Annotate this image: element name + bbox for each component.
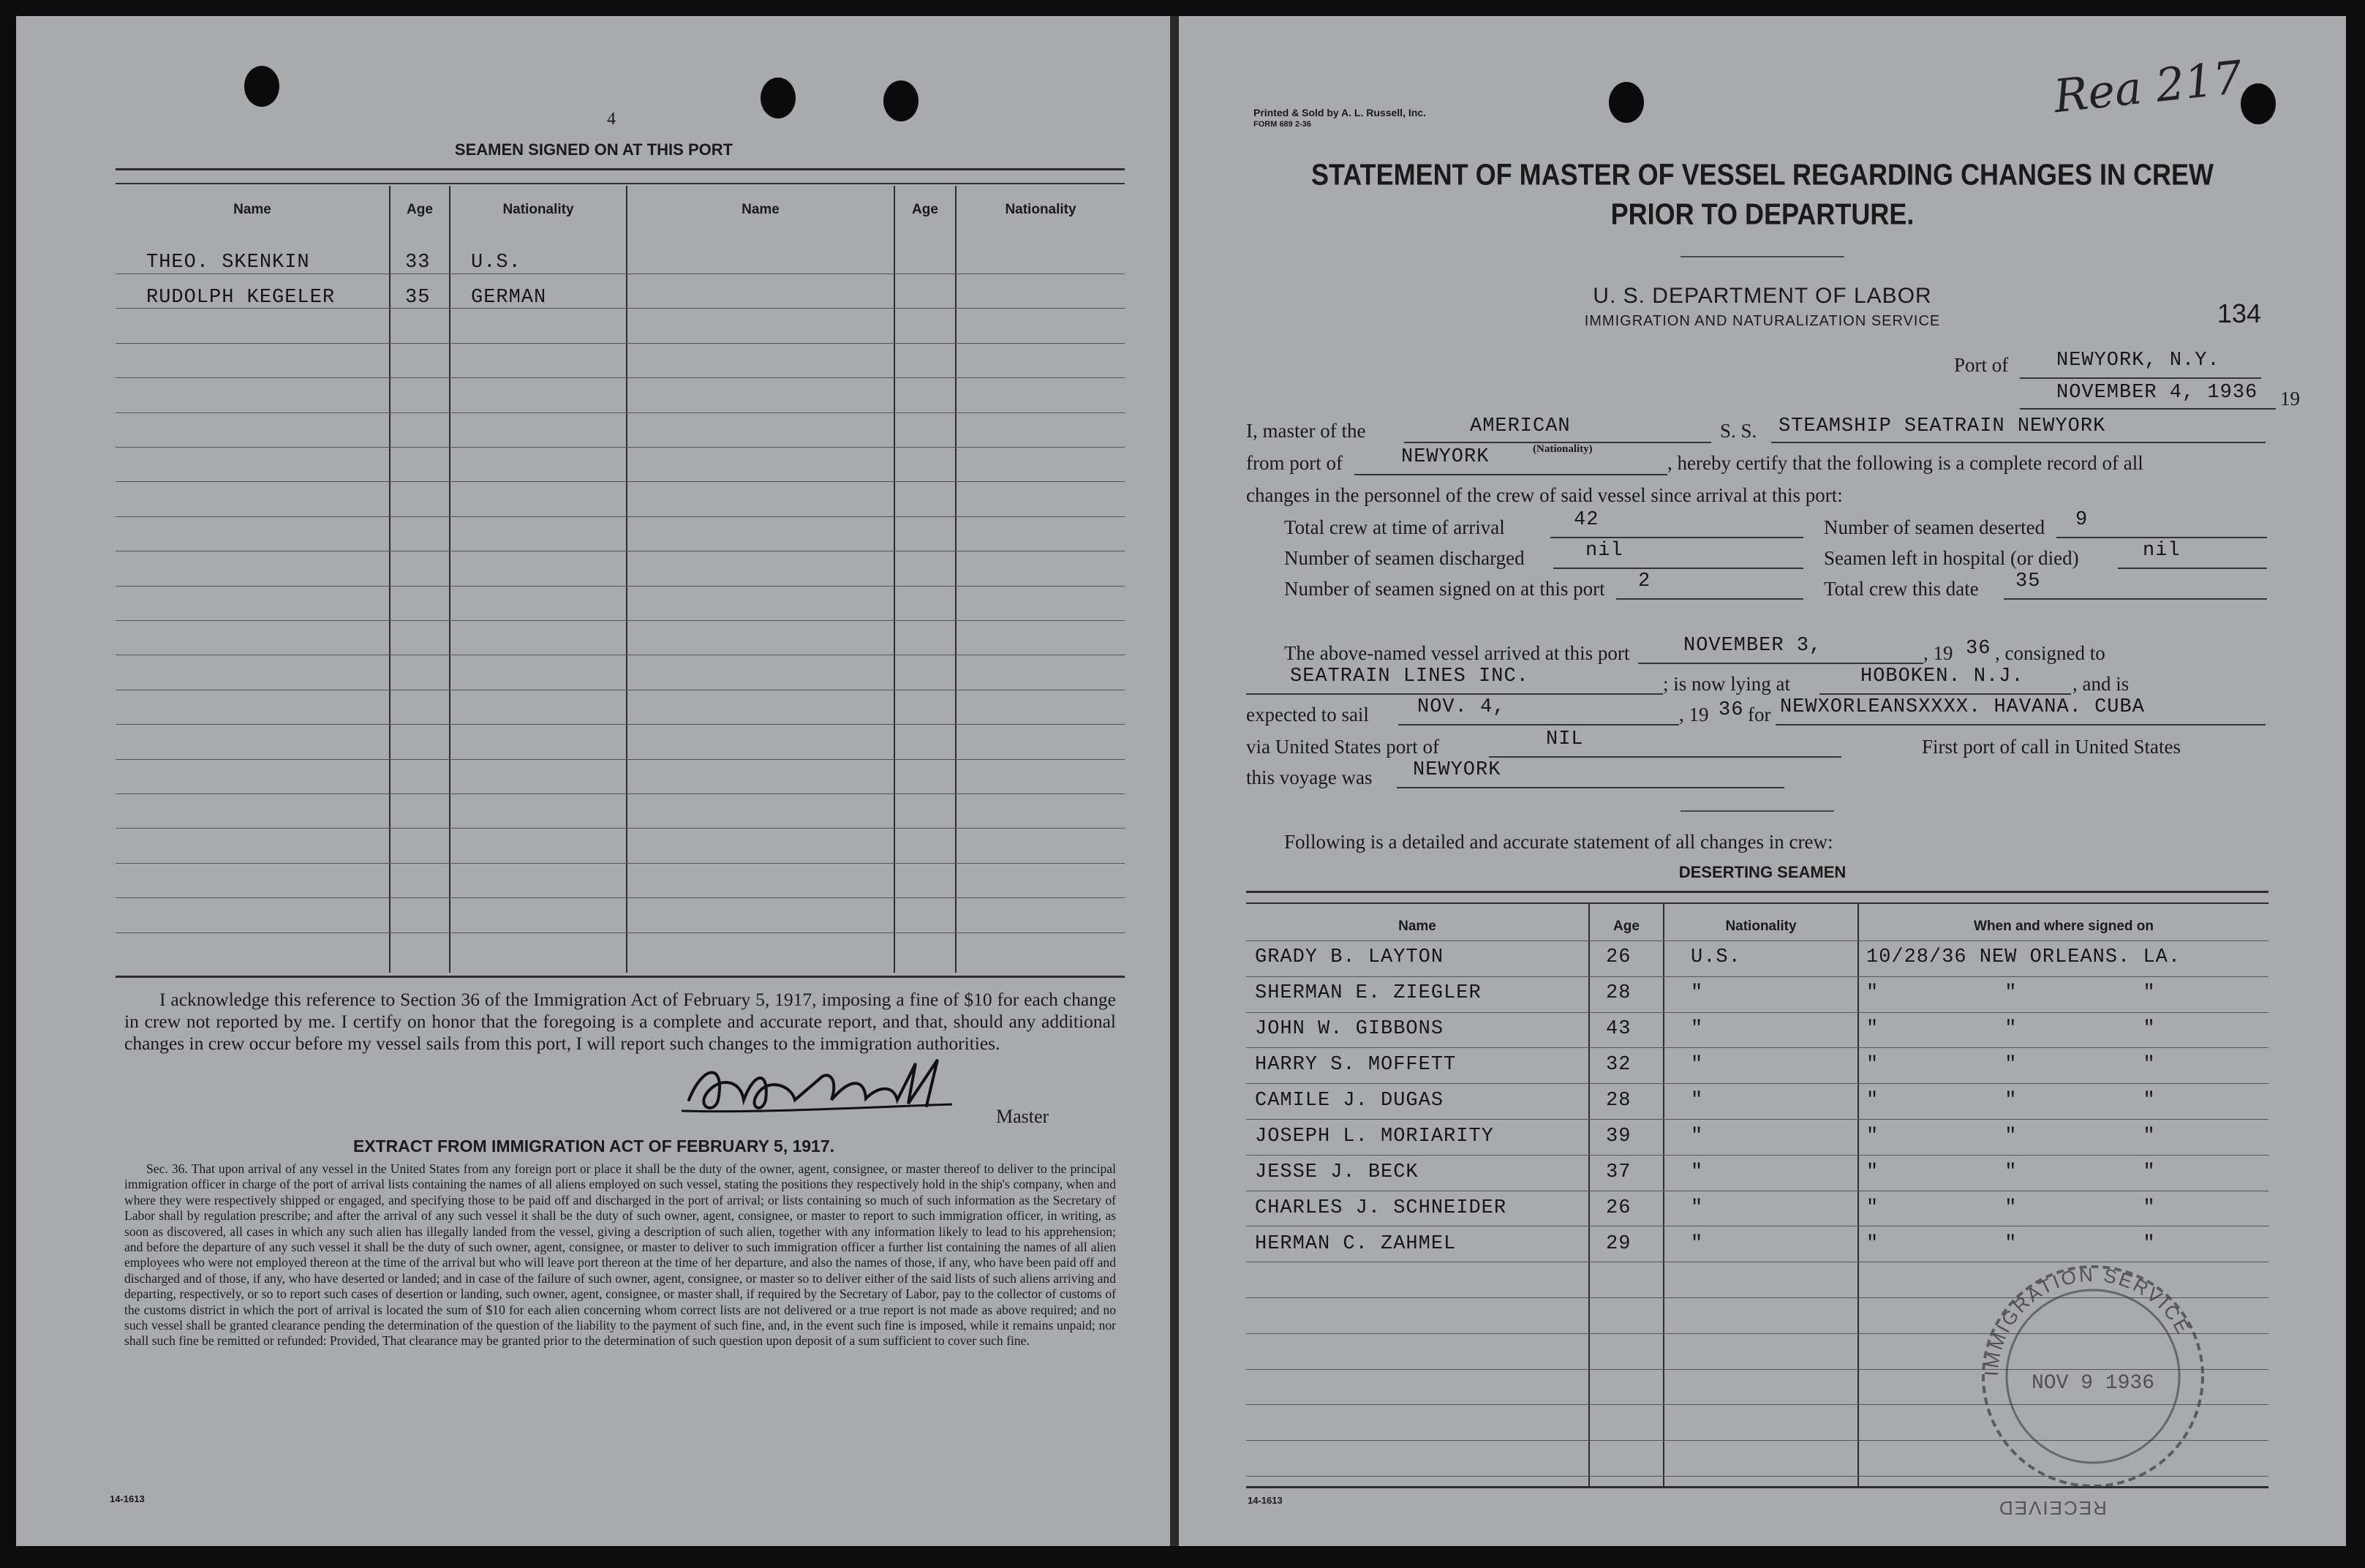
table-row-line: [116, 516, 1125, 517]
sail-year-prefix: , 19: [1679, 704, 1709, 725]
seaman-name: RUDOLPH KEGELER: [146, 287, 336, 309]
deserted-count: 9: [2075, 509, 2089, 531]
column-header: Age: [912, 202, 938, 217]
deserted-label: Number of seamen deserted: [1824, 516, 2045, 538]
punch-hole: [761, 78, 796, 118]
discharged-label: Number of seamen discharged: [1284, 547, 1525, 569]
hospital-count: nil: [2143, 540, 2181, 562]
acknowledgement-text: I acknowledge this reference to Section 36 of the Immigration Act of February 5, 1917, imposing a fine of $10 for each change in crew not reported by me. I certify on honor that the foregoing is a complete and accurate report, and that, should any additional changes in crew occur before my vessel sails from this port, I will report such changes to the immigration authorities.: [124, 989, 1116, 1054]
deserter-signed-on: " " ": [1866, 1126, 2156, 1147]
deserter-name: GRADY B. LAYTON: [1255, 946, 1444, 968]
ss-label: S. S.: [1720, 420, 1757, 442]
arrived-year: 36: [1966, 638, 1991, 660]
total-crew-arrival-label: Total crew at time of arrival: [1284, 516, 1505, 538]
table-row-line: [1246, 1155, 2268, 1156]
deserter-nationality: ": [1691, 1126, 1704, 1147]
deserter-signed-on: " " ": [1866, 1197, 2156, 1219]
table-top-rule: [116, 168, 1125, 170]
nationality-caption: (Nationality): [1533, 443, 1593, 455]
master-of-label: I, master of the: [1246, 420, 1366, 442]
deserter-signed-on: " " ": [1866, 1090, 2156, 1112]
table-row-line: [116, 863, 1125, 864]
nationality-value: AMERICAN: [1470, 415, 1571, 437]
table-row-line: [116, 620, 1125, 621]
table-row-line: [1246, 1119, 2268, 1120]
section-divider: [116, 976, 1125, 978]
document-number: 134: [2217, 298, 2262, 328]
column-header: Nationality: [502, 202, 574, 217]
voyage-port: NEWYORK: [1413, 759, 1501, 781]
fill-line: [2020, 377, 2261, 379]
handwritten-note: Rea 217: [2051, 50, 2245, 124]
table-row-line: [116, 897, 1125, 898]
column-divider: [1857, 904, 1859, 1486]
fill-line: [1771, 442, 2266, 443]
fill-line: [1776, 724, 2266, 725]
form-code: 14-1613: [1248, 1495, 1283, 1506]
from-port-label: from port of: [1246, 452, 1343, 474]
table-row-line: [116, 377, 1125, 378]
deserter-name: HERMAN C. ZAHMEL: [1255, 1233, 1457, 1255]
column-header: Nationality: [1725, 919, 1797, 934]
deserter-age: 39: [1606, 1126, 1632, 1147]
port-label: Port of: [1954, 354, 2009, 376]
via-text: via United States port of: [1246, 736, 1439, 758]
section-rule: [1681, 810, 1834, 812]
deserter-signed-on: " " ": [1866, 1161, 2156, 1183]
table-row-line: [1246, 1012, 2268, 1013]
table-row-line: [116, 828, 1125, 829]
signed-on-label: Number of seamen signed on at this port: [1284, 578, 1605, 600]
master-signature: [674, 1049, 1011, 1122]
lying-at: HOBOKEN. N.J.: [1860, 666, 2024, 687]
column-divider: [894, 186, 895, 973]
deserter-name: JESSE J. BECK: [1255, 1161, 1419, 1183]
sail-year: 36: [1719, 699, 1744, 721]
stamp-text: IMMIGRATION SERVICE: [1980, 1263, 2195, 1377]
arrived-year-prefix: , 19: [1923, 642, 1953, 664]
fill-line: [2004, 598, 2267, 600]
date-value: NOVEMBER 4, 1936: [2056, 382, 2258, 404]
seaman-age: 33: [405, 252, 431, 274]
seaman-nationality: U.S.: [471, 252, 521, 274]
total-crew-date: 35: [2015, 570, 2041, 592]
deserter-age: 32: [1606, 1054, 1632, 1076]
page-number: 4: [607, 110, 616, 129]
table-row-line: [116, 724, 1125, 725]
consigned-text: , consigned to: [1995, 642, 2105, 664]
lying-text: ; is now lying at: [1663, 673, 1790, 695]
deserter-nationality: U.S.: [1691, 946, 1741, 968]
table-rule: [116, 183, 1125, 184]
seaman-age: 35: [405, 287, 431, 309]
fill-line: [1246, 693, 1663, 695]
right-page: [1179, 16, 2346, 1546]
punch-hole: [1609, 82, 1644, 123]
deserter-nationality: ": [1691, 1090, 1704, 1112]
arrived-text: The above-named vessel arrived at this port: [1284, 642, 1630, 664]
department-name: U. S. DEPARTMENT OF LABOR: [1593, 284, 1932, 308]
for-label: for: [1748, 704, 1771, 725]
deserter-name: JOSEPH L. MORIARITY: [1255, 1126, 1494, 1147]
immigration-stamp: [1961, 1252, 2225, 1493]
page-title: SEAMEN SIGNED ON AT THIS PORT: [454, 140, 733, 159]
column-header: When and where signed on: [1974, 919, 2154, 934]
deserter-signed-on: " " ": [1866, 1018, 2156, 1040]
fill-line: [1616, 598, 1803, 600]
column-divider: [955, 186, 957, 973]
fill-line: [1397, 787, 1784, 788]
column-divider: [1663, 904, 1664, 1486]
fill-line: [1638, 663, 1923, 664]
voyage-text: this voyage was: [1246, 766, 1373, 788]
first-port-text: First port of call in United States: [1922, 736, 2181, 758]
column-header: Nationality: [1005, 202, 1076, 217]
received-stamp: RECEIVED: [1998, 1497, 2107, 1519]
column-header: Age: [407, 202, 433, 217]
and-is-text: , and is: [2072, 673, 2130, 695]
service-name: IMMIGRATION AND NATURALIZATION SERVICE: [1584, 313, 1941, 329]
discharged-count: nil: [1585, 540, 1623, 562]
port-value: NEWYORK, N.Y.: [2056, 350, 2220, 372]
table-rule: [1246, 902, 2268, 904]
column-divider: [1588, 904, 1590, 1486]
fill-line: [2118, 568, 2267, 569]
extract-title: EXTRACT FROM IMMIGRATION ACT OF FEBRUARY 5, 1917.: [352, 1137, 835, 1156]
fill-line: [2020, 408, 2276, 410]
deserter-name: CAMILE J. DUGAS: [1255, 1090, 1444, 1112]
form-number: FORM 689 2-36: [1253, 120, 1311, 129]
extract-text: Sec. 36. That upon arrival of any vessel in the United States from any foreign port or place it shall be the duty of the owner, agent, consignee, or master thereof to deliver to the principal immigration officer in charge of the port of arrival lists containing the names of all aliens employed on such vessel, stating the positions they respectively hold in the ship's company, when and where they were respectively shipped or engaged, and specifying those to be paid off and discharged in the port of arrival; or lists containing so much of such information as the Secretary of Labor shall by regulation prescribe; and after the arrival of any such vessel it shall be the duty of such owner, agent, consignee, or master to report to such immigration officer, in writing, as soon as discovered, all cases in which any such alien has illegally landed from the vessel, giving a description of such alien, together with any information likely to lead to his apprehension; and before the departure of any such vessel it shall be the duty of such owner, agent, consignee, or master to deliver to such immigration officer a further list containing the names of all alien employees who were not employed thereon at the time of the arrival but who will leave port thereon at the time of her departure, and also the names of those, if any, who have been paid off and discharged and of those, if any, who have deserted or landed; and in case of the failure of such owner, agent, consignee, or master so to deliver either of the said lists of such aliens arriving and departing, respectively, or so to report such cases of desertion or landing, such owner, agent, consignee, or master shall, if required by the Secretary of Labor, pay to the collector of customs of the customs district in which the port of arrival is located the sum of $10 for each alien concerning whom correct lists are not delivered or a true report is not made as above required; and no such vessel shall be granted clearance pending the determination of the question of the liability to the payment of such fine, and, in the event such fine is imposed, while it remains unpaid; nor shall such fine be remitted or refunded: Provided, That clearance may be granted prior to the determination of such question upon deposit of a sum sufficient to cover such fine.: [124, 1161, 1116, 1349]
deserter-signed-on: " " ": [1866, 982, 2156, 1004]
certify-text: , hereby certify that the following is a complete record of all: [1667, 452, 2143, 474]
deserter-age: 28: [1606, 1090, 1632, 1112]
deserter-age: 26: [1606, 1197, 1632, 1219]
table-row-line: [116, 932, 1125, 933]
signed-on-count: 2: [1638, 570, 1651, 592]
arrived-date: NOVEMBER 3,: [1683, 635, 1822, 657]
total-crew-date-label: Total crew this date: [1824, 578, 1979, 600]
column-header: Name: [233, 202, 271, 217]
punch-hole: [244, 66, 279, 107]
total-crew-arrival: 42: [1574, 509, 1599, 531]
svg-text:IMMIGRATION SERVICE: [1980, 1264, 2195, 1377]
punch-hole: [883, 80, 919, 121]
table-row-line: [1246, 1083, 2268, 1084]
following-text: Following is a detailed and accurate statement of all changes in crew:: [1284, 831, 1833, 853]
fill-line: [1819, 693, 2071, 695]
deserter-age: 28: [1606, 982, 1632, 1004]
fill-line: [1550, 537, 1803, 538]
left-page: [16, 16, 1172, 1546]
fill-line: [1489, 756, 1841, 758]
title-rule: [1681, 256, 1844, 257]
deserter-signed-on: 10/28/36 NEW ORLEANS. LA.: [1866, 946, 2181, 968]
form-code: 14-1613: [110, 1493, 145, 1504]
destination: NEWXORLEANSXXXX. HAVANA. CUBA: [1780, 696, 2145, 718]
deserter-name: SHERMAN E. ZIEGLER: [1255, 982, 1482, 1004]
changes-text: changes in the personnel of the crew of said vessel since arrival at this port:: [1246, 484, 1843, 506]
deserter-nationality: ": [1691, 982, 1704, 1004]
deserter-nationality: ": [1691, 1054, 1704, 1076]
seaman-name: THEO. SKENKIN: [146, 252, 310, 274]
ship-name: STEAMSHIP SEATRAIN NEWYORK: [1779, 415, 2106, 437]
printer-credit: Printed & Sold by A. L. Russell, Inc.: [1253, 107, 1426, 118]
table-row-line: [116, 447, 1125, 448]
deserter-name: HARRY S. MOFFETT: [1255, 1054, 1457, 1076]
deserter-age: 43: [1606, 1018, 1632, 1040]
deserter-nationality: ": [1691, 1161, 1704, 1183]
master-label: Master: [996, 1106, 1049, 1127]
fill-line: [1398, 724, 1679, 725]
table-row-line: [116, 343, 1125, 344]
deserter-age: 29: [1606, 1233, 1632, 1255]
hospital-label: Seamen left in hospital (or died): [1824, 547, 2079, 569]
table-top-rule: [1246, 891, 2268, 893]
deserter-signed-on: " " ": [1866, 1054, 2156, 1076]
table-row-line: [1246, 976, 2268, 977]
column-header: Name: [742, 202, 780, 217]
deserter-age: 26: [1606, 946, 1632, 968]
deserter-name: JOHN W. GIBBONS: [1255, 1018, 1444, 1040]
column-divider: [449, 186, 450, 973]
table-row-line: [116, 759, 1125, 760]
stamp-date: NOV 9 1936: [2031, 1372, 2155, 1395]
deserter-age: 37: [1606, 1161, 1632, 1183]
deserting-title: DESERTING SEAMEN: [1678, 863, 1847, 881]
deserter-name: CHARLES J. SCHNEIDER: [1255, 1197, 1507, 1219]
fill-line: [2056, 537, 2267, 538]
form-title-line2: PRIOR TO DEPARTURE.: [1610, 197, 1915, 231]
column-header: Age: [1613, 919, 1640, 934]
sail-date: NOV. 4,: [1417, 696, 1506, 718]
punch-hole: [2241, 83, 2276, 124]
deserter-signed-on: " " ": [1866, 1233, 2156, 1255]
column-header: Name: [1398, 919, 1436, 934]
year-suffix: 19: [2280, 388, 2300, 410]
table-row-line: [1246, 1047, 2268, 1048]
table-row-line: [116, 586, 1125, 587]
column-divider: [389, 186, 391, 973]
consignee: SEATRAIN LINES INC.: [1290, 666, 1529, 687]
deserter-nationality: ": [1691, 1233, 1704, 1255]
expected-text: expected to sail: [1246, 704, 1369, 725]
fill-line: [1354, 474, 1667, 475]
table-row-line: [116, 481, 1125, 482]
deserter-nationality: ": [1691, 1197, 1704, 1219]
via-port: NIL: [1546, 728, 1584, 750]
form-title: STATEMENT OF MASTER OF VESSEL REGARDING CHANGES IN CREW: [1310, 157, 2214, 192]
from-port-value: NEWYORK: [1401, 446, 1490, 468]
fill-line: [1553, 568, 1803, 569]
table-row-line: [116, 412, 1125, 413]
deserter-nationality: ": [1691, 1018, 1704, 1040]
seaman-nationality: GERMAN: [471, 287, 547, 309]
column-divider: [626, 186, 627, 973]
